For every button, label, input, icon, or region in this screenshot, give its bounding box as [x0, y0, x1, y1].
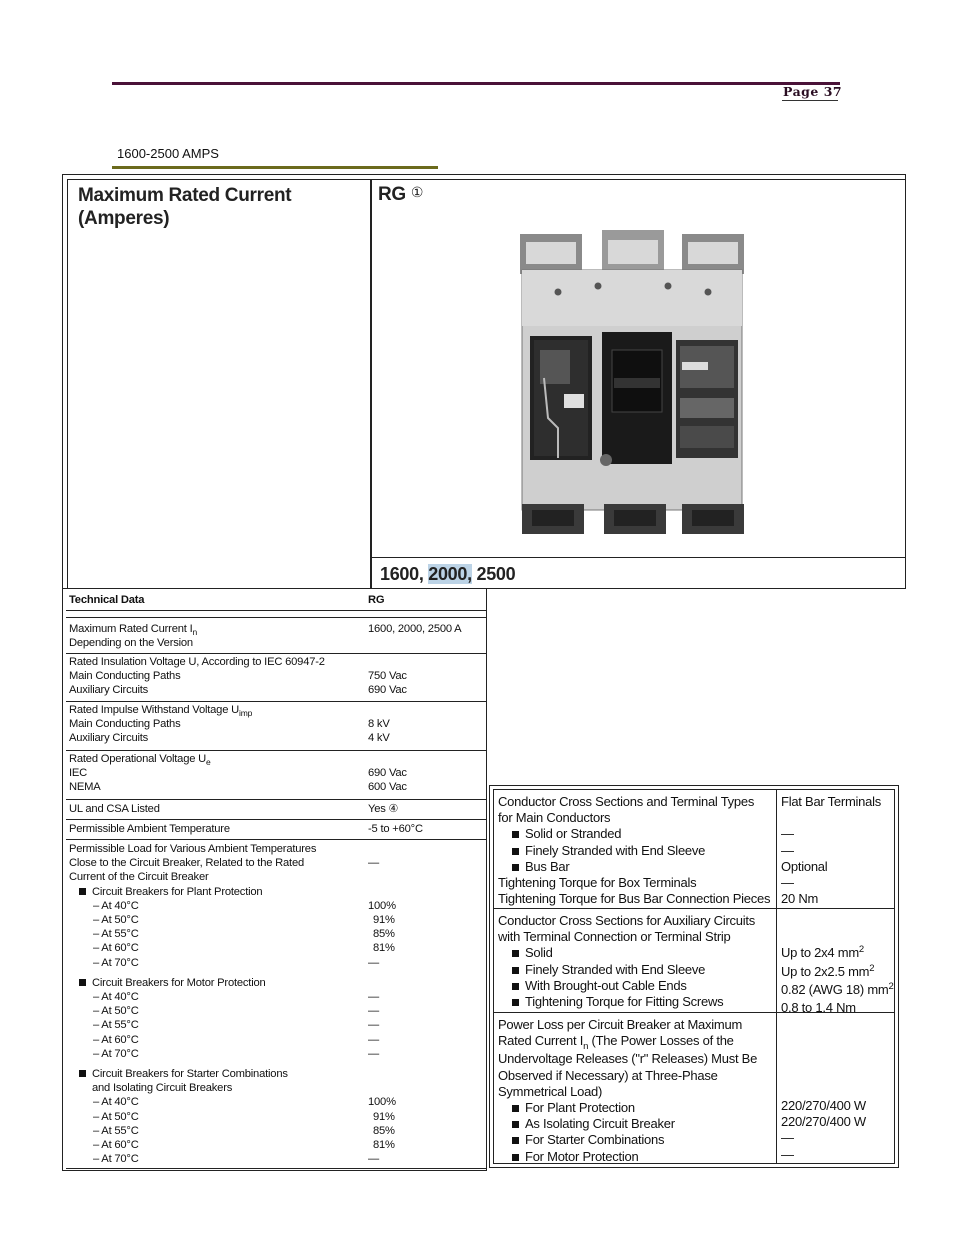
row-label: Close to the Circuit Breaker, Related to the Rated	[69, 857, 305, 870]
bullet-item	[498, 962, 774, 978]
bullet-square-icon	[512, 967, 519, 974]
product-table-inner	[67, 179, 906, 589]
section-label: Tightening Torque for Box Terminals	[498, 875, 697, 891]
temp-item: – At 55°C	[93, 1124, 139, 1137]
bullet-square-icon	[79, 1070, 86, 1077]
temp-value: —	[368, 991, 379, 1004]
tech-row-ul-csa	[66, 799, 486, 815]
temp-item: – At 60°C	[93, 942, 139, 955]
row-label: Rated Insulation Voltage U, According to IEC 60947-2	[69, 656, 325, 668]
heading-line-2: (Amperes)	[78, 208, 170, 229]
header-rule	[112, 82, 840, 85]
row-value: 4 kV	[368, 732, 390, 745]
row-label: Permissible Ambient Temperature	[69, 823, 230, 835]
subscript: imp	[239, 708, 253, 718]
bullet-item	[498, 1100, 774, 1116]
subscript: n	[583, 1041, 589, 1053]
section-label: with Terminal Connection or Terminal Strip	[498, 929, 731, 945]
section-value: —	[781, 1146, 794, 1162]
temp-item: – At 60°C	[93, 1139, 139, 1152]
section-value: Optional	[781, 858, 828, 874]
bullet-square-icon	[512, 983, 519, 990]
section-label	[498, 1033, 774, 1051]
value-text: Up to 2x4 mm	[781, 945, 859, 961]
load-group-motor	[69, 976, 316, 990]
model-heading	[378, 184, 423, 206]
bullet-text: As Isolating Circuit Breaker	[525, 1116, 675, 1132]
load-group-plant	[69, 885, 316, 899]
row-value: 600 Vac	[368, 781, 407, 794]
row-value: 750 Vac	[368, 670, 407, 683]
row-label: Auxiliary Circuits	[69, 684, 149, 697]
bullet-item	[498, 945, 774, 961]
temp-value: —	[368, 1047, 379, 1060]
footnote-marker: ①	[410, 184, 424, 200]
temp-item: – At 40°C	[93, 991, 139, 1004]
section-label: Tightening Torque for Bus Bar Connection Pieces	[498, 891, 771, 907]
bullet-item	[498, 1116, 774, 1132]
temp-item: – At 50°C	[93, 914, 139, 927]
rating-2500: 2500	[471, 564, 516, 584]
bullet-text: Solid	[525, 945, 553, 961]
bullet-item	[498, 843, 774, 859]
page-number: Page 37	[783, 84, 843, 99]
section-title-rule	[112, 166, 438, 169]
section-value: 0.8 to 1.4 Nm	[781, 1000, 856, 1016]
section-label: Conductor Cross Sections and Terminal Types	[498, 794, 755, 809]
temp-item: – At 40°C	[93, 1096, 139, 1109]
temp-item: – At 55°C	[93, 1019, 139, 1032]
section-value: —	[781, 842, 794, 858]
column-divider	[370, 180, 372, 588]
row-label: IEC	[69, 767, 88, 780]
main-conductors-section	[494, 790, 894, 909]
bullet-text: For Plant Protection	[525, 1100, 635, 1116]
row-label: NEMA	[69, 781, 101, 794]
section-value: 20 Nm	[781, 891, 819, 907]
temp-value: 91%	[373, 1110, 395, 1123]
conductor-table-inner	[493, 789, 895, 1164]
row-label: Main Conducting Paths	[69, 718, 181, 731]
rating-1600: 1600,	[380, 564, 429, 584]
tech-row-ambient	[66, 819, 486, 835]
temp-value: 85%	[373, 1124, 395, 1137]
section-value: —	[781, 875, 794, 891]
bullet-text: With Brought-out Cable Ends	[525, 977, 687, 993]
superscript: 2	[858, 944, 864, 956]
bullet-text: For Motor Protection	[525, 1148, 639, 1164]
bullet-text: For Starter Combinations	[525, 1132, 665, 1148]
bullet-square-icon	[512, 1105, 519, 1112]
group-title: Circuit Breakers for Plant Protection	[92, 885, 263, 898]
row-value: Yes ④	[368, 803, 399, 815]
section-value: —	[781, 826, 794, 842]
temp-item: – At 70°C	[93, 956, 139, 969]
group-title-line-2: and Isolating Circuit Breakers	[92, 1082, 233, 1095]
group-title: Circuit Breakers for Starter Combinations	[92, 1068, 288, 1081]
temp-item: – At 55°C	[93, 928, 139, 941]
load-group-motor-items	[69, 990, 316, 1061]
row-value: —	[368, 857, 379, 870]
tech-header-label: Technical Data	[69, 594, 145, 606]
bullet-square-icon	[512, 848, 519, 855]
conductor-table	[489, 785, 899, 1168]
temp-item: – At 40°C	[93, 899, 139, 912]
row-label: Rated Impulse Withstand Voltage U	[69, 704, 240, 716]
row-value: 690 Vac	[368, 767, 407, 780]
superscript: 2	[888, 980, 894, 992]
temp-item: – At 50°C	[93, 1005, 139, 1018]
row-label: Current of the Circuit Breaker	[69, 871, 209, 884]
power-loss-section	[494, 1013, 894, 1164]
bullet-square-icon	[512, 1154, 519, 1161]
page-number-underline	[782, 100, 838, 101]
temp-item: – At 50°C	[93, 1110, 139, 1123]
bullet-item	[498, 994, 774, 1010]
tech-row-permissible-load	[66, 839, 486, 1169]
bullet-text: Finely Stranded with End Sleeve	[525, 961, 706, 977]
temp-item: – At 70°C	[93, 1047, 139, 1060]
section-label: Symmetrical Load)	[498, 1083, 603, 1099]
row-value: 8 kV	[368, 718, 390, 731]
bullet-item	[498, 859, 774, 875]
section-value	[781, 964, 894, 982]
bullet-text: Finely Stranded with End Sleeve	[525, 842, 706, 858]
circuit-breaker-image	[518, 228, 746, 540]
technical-data-table	[62, 588, 487, 1171]
label-text: (The Power Losses of the	[588, 1033, 734, 1049]
bullet-square-icon	[512, 999, 519, 1006]
section-value	[781, 945, 894, 963]
temp-value: —	[368, 1005, 379, 1018]
bullet-square-icon	[512, 950, 519, 957]
temp-value: —	[368, 1153, 379, 1166]
bullet-square-icon	[512, 1137, 519, 1144]
product-table	[62, 174, 906, 589]
load-group-starter-items	[69, 1095, 316, 1166]
value-text: 0.82 (AWG 18) mm	[781, 981, 889, 997]
temp-value: 100%	[368, 1096, 396, 1109]
section-label: for Main Conductors	[498, 810, 611, 826]
section-label: Undervoltage Releases ("r" Releases) Must Be	[498, 1051, 758, 1067]
section-title: 1600-2500 AMPS	[117, 146, 219, 161]
section-value: 220/270/400 W	[781, 1098, 866, 1114]
section-label: Observed if Necessary) at Three-Phase	[498, 1067, 718, 1083]
section-value: Flat Bar Terminals	[781, 794, 882, 809]
section-label: Conductor Cross Sections for Auxiliary Circuits	[498, 913, 756, 928]
row-label: Main Conducting Paths	[69, 670, 181, 683]
temp-value: —	[368, 1033, 379, 1046]
model-name: RG	[378, 184, 406, 205]
row-label: Permissible Load for Various Ambient Temperatures	[69, 843, 317, 855]
section-value	[781, 982, 894, 1000]
auxiliary-circuits-section	[494, 909, 894, 1016]
temp-value: 81%	[373, 942, 395, 955]
temp-value: 85%	[373, 928, 395, 941]
row-label: Rated Operational Voltage U	[69, 753, 207, 765]
temp-value: 91%	[373, 914, 395, 927]
load-group-starter	[69, 1067, 316, 1095]
rated-current-values	[380, 564, 515, 585]
bullet-item	[498, 978, 774, 994]
bullet-square-icon	[512, 864, 519, 871]
max-rated-current-heading	[78, 184, 291, 230]
row-label: Maximum Rated Current I	[69, 623, 193, 635]
tech-row-insulation	[66, 653, 486, 697]
rating-2000-highlighted: 2000,	[428, 564, 472, 584]
bullet-square-icon	[79, 979, 86, 986]
subscript: n	[192, 627, 198, 637]
section-value: —	[781, 1130, 794, 1146]
group-title: Circuit Breakers for Motor Protection	[92, 976, 266, 989]
bullet-item	[498, 1132, 774, 1148]
row-label: Auxiliary Circuits	[69, 732, 149, 745]
bullet-item	[498, 826, 774, 842]
temp-item: – At 60°C	[93, 1033, 139, 1046]
heading-line-1: Maximum Rated Current	[78, 185, 292, 206]
bullet-text: Bus Bar	[525, 858, 570, 874]
value-text: Up to 2x2.5 mm	[781, 963, 870, 979]
temp-value: —	[368, 956, 379, 969]
row-label: Depending on the Version	[69, 637, 193, 650]
bullet-item	[498, 1149, 774, 1165]
bullet-square-icon	[512, 1121, 519, 1128]
temp-value: —	[368, 1019, 379, 1032]
bullet-text: Solid or Stranded	[525, 826, 622, 842]
load-group-plant-items	[69, 899, 316, 970]
tech-row-max-current	[66, 617, 486, 650]
temp-value: 81%	[373, 1139, 395, 1152]
ratings-row-divider	[370, 557, 905, 558]
row-label: UL and CSA Listed	[69, 803, 160, 815]
bullet-square-icon	[512, 831, 519, 838]
bullet-square-icon	[79, 888, 86, 895]
tech-header-row	[66, 589, 486, 611]
section-value: 220/270/400 W	[781, 1114, 866, 1130]
bullet-text: Tightening Torque for Fitting Screws	[525, 994, 724, 1010]
tech-row-impulse	[66, 701, 486, 745]
tech-row-operational	[66, 750, 486, 794]
tech-header-value: RG	[368, 594, 385, 606]
row-value: 690 Vac	[368, 684, 407, 697]
label-text: Rated Current I	[498, 1033, 584, 1049]
superscript: 2	[869, 962, 875, 974]
temp-value: 100%	[368, 899, 396, 912]
section-label: Power Loss per Circuit Breaker at Maximum	[498, 1017, 743, 1032]
row-value: -5 to +60°C	[368, 823, 423, 835]
row-value: 1600, 2000, 2500 A	[368, 623, 462, 635]
temp-item: – At 70°C	[93, 1153, 139, 1166]
subscript: e	[206, 757, 211, 767]
